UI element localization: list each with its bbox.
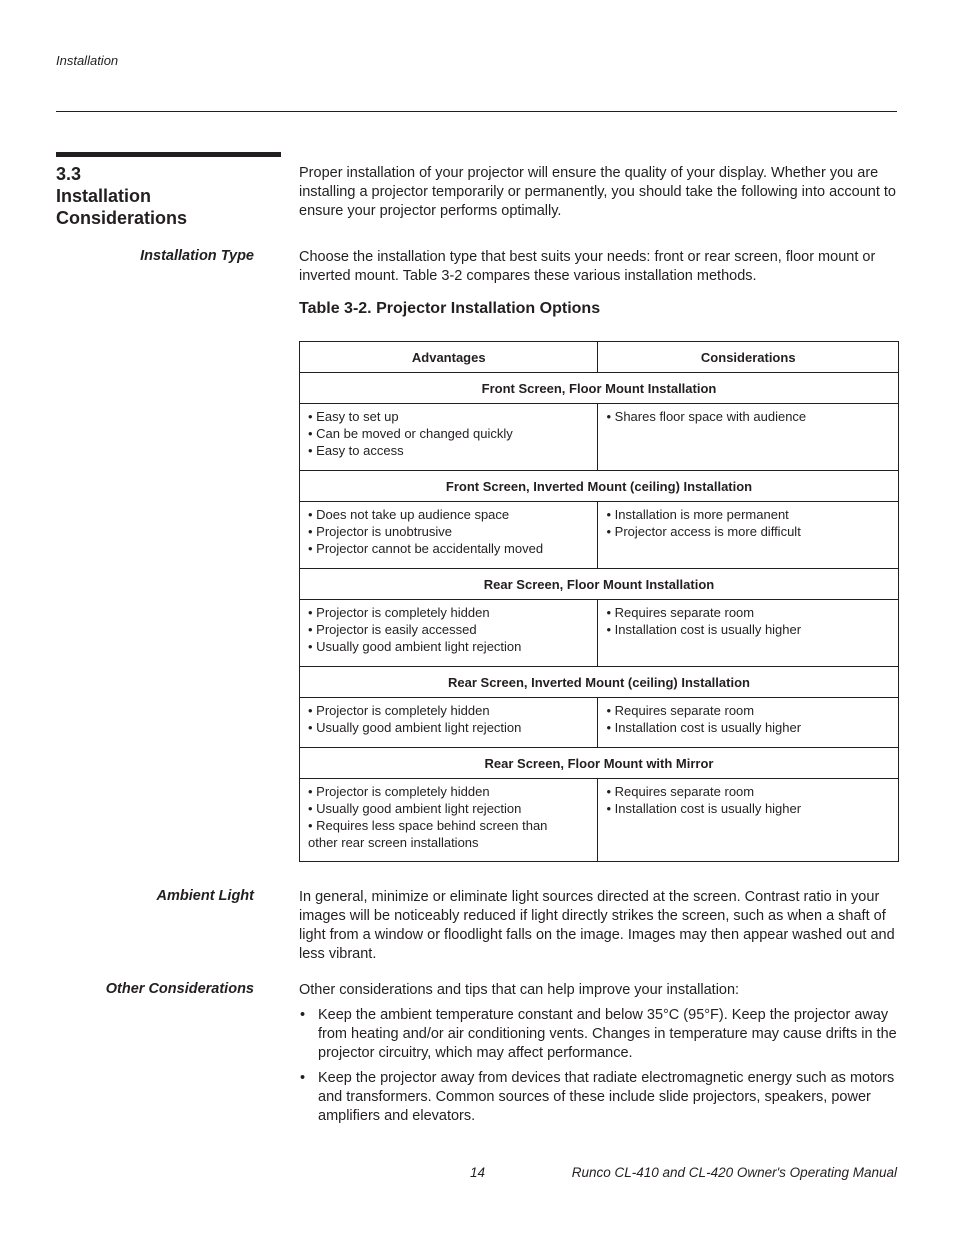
list-item: • Easy to access xyxy=(308,443,404,458)
other-considerations-intro: Other considerations and tips that can help improve your installation: xyxy=(299,982,740,998)
advantages-cell xyxy=(300,502,598,569)
list-item: • Projector is completely hidden xyxy=(308,703,490,718)
advantages-cell xyxy=(300,600,598,667)
list-item: • Shares floor space with audience xyxy=(606,409,807,424)
list-item xyxy=(299,1069,899,1126)
installation-type-paragraph: Choose the installation type that best suits your needs: front or rear screen, floor mount or inverted mount. Table 3-2 compares these various installation methods. xyxy=(299,249,876,284)
section-number: 3.3 xyxy=(56,164,82,184)
group-row xyxy=(300,748,899,779)
group-title: Front Screen, Inverted Mount (ceiling) Installation xyxy=(300,471,899,502)
list-item: • Requires separate room xyxy=(606,784,755,799)
list-item: • Projector cannot be accidentally moved xyxy=(308,541,544,556)
group-title: Rear Screen, Floor Mount Installation xyxy=(300,569,899,600)
list-item: • Projector is easily accessed xyxy=(308,622,477,637)
list-item-text: Keep the ambient temperature constant and below 35°C (95°F). Keep the projector away from heating and/or air conditioning vents. Changes in temperature may cause drifts in the projector circuitry, which may affect performance. xyxy=(318,1007,897,1061)
table-row xyxy=(300,698,899,748)
considerations-cell xyxy=(598,698,899,748)
advantages-cell xyxy=(300,779,598,862)
considerations-cell xyxy=(598,600,899,667)
considerations-cell xyxy=(598,779,899,862)
considerations-cell xyxy=(598,404,899,471)
group-row xyxy=(300,667,899,698)
list-item: • Installation cost is usually higher xyxy=(606,622,802,637)
table-row xyxy=(300,502,899,569)
list-item-text: Keep the projector away from devices that radiate electromagnetic energy such as motors and transformers. Common sources of these include slide projectors, speakers, power amplifiers and elevators. xyxy=(318,1070,895,1124)
list-item: • Requires less space behind screen than xyxy=(308,818,548,833)
table-row xyxy=(300,404,899,471)
advantages-cell xyxy=(300,404,598,471)
group-title: Rear Screen, Inverted Mount (ceiling) Installation xyxy=(300,667,899,698)
manual-title: Runco CL-410 and CL-420 Owner's Operating Manual xyxy=(571,1165,897,1180)
list-item: • Usually good ambient light rejection xyxy=(308,639,522,654)
header-rule xyxy=(56,111,897,112)
list-item: • Requires separate room xyxy=(606,605,755,620)
ambient-light-heading: Ambient Light xyxy=(156,888,254,904)
column-header-considerations: Considerations xyxy=(598,342,899,373)
table-caption: Table 3-2. Projector Installation Options xyxy=(299,300,601,317)
bullet-icon: • xyxy=(300,1070,306,1086)
table-header-row xyxy=(300,342,899,373)
list-item: • Installation is more permanent xyxy=(606,507,789,522)
section-title xyxy=(56,163,286,229)
considerations-cell xyxy=(598,502,899,569)
column-header-advantages: Advantages xyxy=(300,342,598,373)
group-title: Rear Screen, Floor Mount with Mirror xyxy=(300,748,899,779)
running-header: Installation xyxy=(56,53,119,68)
list-item: • Can be moved or changed quickly xyxy=(308,426,513,441)
bullet-icon: • xyxy=(300,1007,306,1023)
considerations-list xyxy=(299,1006,899,1132)
list-item: • Installation cost is usually higher xyxy=(606,801,802,816)
list-item: • Projector is completely hidden xyxy=(308,784,490,799)
group-row xyxy=(300,471,899,502)
installation-type-heading: Installation Type xyxy=(140,248,254,264)
table-row xyxy=(300,779,899,862)
group-title: Front Screen, Floor Mount Installation xyxy=(300,373,899,404)
list-item: • Projector access is more difficult xyxy=(606,524,801,539)
list-item: • Usually good ambient light rejection xyxy=(308,720,522,735)
intro-paragraph: Proper installation of your projector will ensure the quality of your display. Whether you are installing a projector temporarily or permanently, you should take the following into account to ensure your projector performs optimally. xyxy=(299,165,896,219)
list-item: • Projector is completely hidden xyxy=(308,605,490,620)
list-item: • Easy to set up xyxy=(308,409,399,424)
table-row xyxy=(300,600,899,667)
list-item: • Usually good ambient light rejection xyxy=(308,801,522,816)
list-item xyxy=(299,1006,899,1063)
list-item: other rear screen installations xyxy=(308,835,479,850)
list-item: • Does not take up audience space xyxy=(308,507,510,522)
other-considerations-heading: Other Considerations xyxy=(105,981,254,997)
list-item: • Projector is unobtrusive xyxy=(308,524,453,539)
section-title-line2: Considerations xyxy=(56,208,188,228)
advantages-cell xyxy=(300,698,598,748)
group-row xyxy=(300,373,899,404)
list-item: • Requires separate room xyxy=(606,703,755,718)
group-row xyxy=(300,569,899,600)
ambient-light-paragraph: In general, minimize or eliminate light sources directed at the screen. Contrast ratio in your images will be noticeably reduced if light directly strikes the screen, such as when a shaft of light from a window or floodlight falls on the image. Images may then appear washed out and less vibrant. xyxy=(299,889,895,962)
list-item: • Installation cost is usually higher xyxy=(606,720,802,735)
installation-options-table xyxy=(299,341,899,862)
section-bar xyxy=(56,152,281,157)
section-title-line1: Installation xyxy=(56,186,152,206)
page-number: 14 xyxy=(470,1165,486,1180)
